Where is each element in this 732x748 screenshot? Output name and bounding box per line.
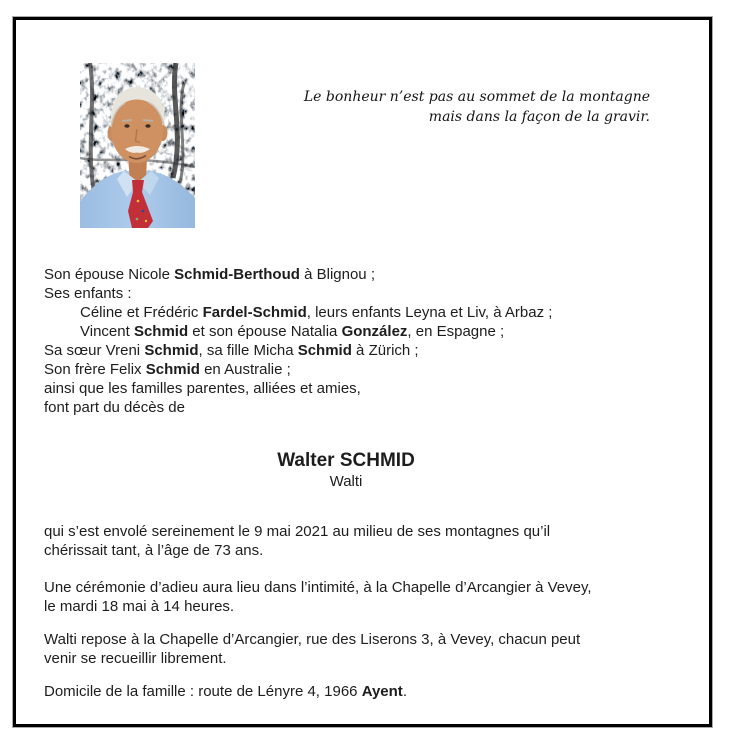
text-segment: en Australie ;	[199, 361, 291, 378]
family-address-paragraph	[44, 682, 648, 701]
tie-knot	[132, 180, 144, 192]
eye	[124, 124, 129, 127]
text-line	[44, 522, 648, 541]
text-segment: Vincent	[80, 323, 134, 340]
tie-motif	[137, 200, 140, 203]
text-segment: Domicile de la famille : route de Lényre 4, 1966	[44, 683, 362, 700]
text-segment: Walti repose à la Chapelle d’Arcangier, rue des Liserons 3, à Vevey, chacun peut	[44, 631, 581, 648]
text-line	[44, 649, 648, 668]
tie-motif	[136, 218, 139, 221]
text-segment: Une cérémonie d’adieu aura lieu dans l’intimité, à la Chapelle d’Arcangier à Vevey,	[44, 579, 592, 596]
text-segment: , sa fille Micha	[198, 342, 298, 359]
deceased-nickname: Walti	[329, 473, 363, 490]
emphasized-name: Schmid	[144, 342, 199, 359]
eyebrow	[122, 120, 132, 121]
tie-motif	[142, 210, 145, 213]
emphasized-name: Ayent	[361, 683, 403, 700]
deceased-name: Walter SCHMID	[277, 450, 415, 471]
text-segment: , en Espagne ;	[407, 323, 505, 340]
emphasized-name: Schmid	[145, 361, 200, 378]
portrait-illustration	[80, 63, 195, 228]
quote-line-1: Le bonheur n’est pas au sommet de la montagne	[303, 89, 650, 105]
text-segment: Son épouse Nicole	[44, 266, 175, 283]
ceremony-paragraph	[44, 578, 648, 616]
emphasized-name: Schmid	[133, 323, 189, 340]
text-segment: .	[402, 683, 407, 700]
family-announcement	[44, 265, 648, 417]
text-line	[44, 322, 648, 341]
death-paragraph	[44, 522, 648, 560]
text-line	[44, 578, 648, 597]
text-line	[44, 597, 648, 616]
repose-paragraph	[44, 630, 648, 668]
emphasized-name: Fardel-Schmid	[202, 304, 307, 321]
quote-line-2: mais dans la façon de la gravir.	[428, 109, 650, 125]
text-segment: Ses enfants :	[44, 285, 132, 302]
text-line	[44, 284, 648, 303]
text-line	[44, 303, 648, 322]
text-segment: et son épouse Natalia	[188, 323, 342, 340]
text-segment: Son frère Felix	[44, 361, 146, 378]
text-segment: le mardi 18 mai à 14 heures.	[44, 598, 235, 615]
eyebrow	[143, 120, 153, 121]
emphasized-name: Schmid-Berthoud	[174, 266, 300, 283]
text-line	[44, 630, 648, 649]
text-segment: , leurs enfants Leyna et Liv, à Arbaz ;	[306, 304, 553, 321]
text-segment: font part du décès de	[44, 399, 185, 416]
text-segment: venir se recueillir librement.	[44, 650, 227, 667]
eye	[145, 124, 150, 127]
text-line	[44, 682, 648, 701]
text-line	[44, 341, 648, 360]
emphasized-name: González	[341, 323, 408, 340]
text-line	[44, 379, 648, 398]
obituary-frame	[13, 17, 712, 727]
text-segment: à Blignou ;	[299, 266, 375, 283]
text-line	[44, 265, 648, 284]
text-segment: Sa sœur Vreni	[44, 342, 145, 359]
text-segment: qui s’est envolé sereinement le 9 mai 2021 au milieu de ses montagnes qu’il	[44, 523, 551, 540]
text-line	[44, 398, 648, 417]
tie-motif	[145, 220, 147, 222]
text-line	[44, 541, 648, 560]
text-segment: à Zürich ;	[351, 342, 419, 359]
epitaph-quote	[250, 87, 650, 127]
text-line	[44, 360, 648, 379]
text-segment: Céline et Frédéric	[80, 304, 203, 321]
text-segment: chérissait tant, à l’âge de 73 ans.	[44, 542, 264, 559]
text-segment: ainsi que les familles parentes, alliées et amies,	[44, 380, 361, 397]
portrait-photo	[80, 63, 195, 228]
emphasized-name: Schmid	[297, 342, 352, 359]
